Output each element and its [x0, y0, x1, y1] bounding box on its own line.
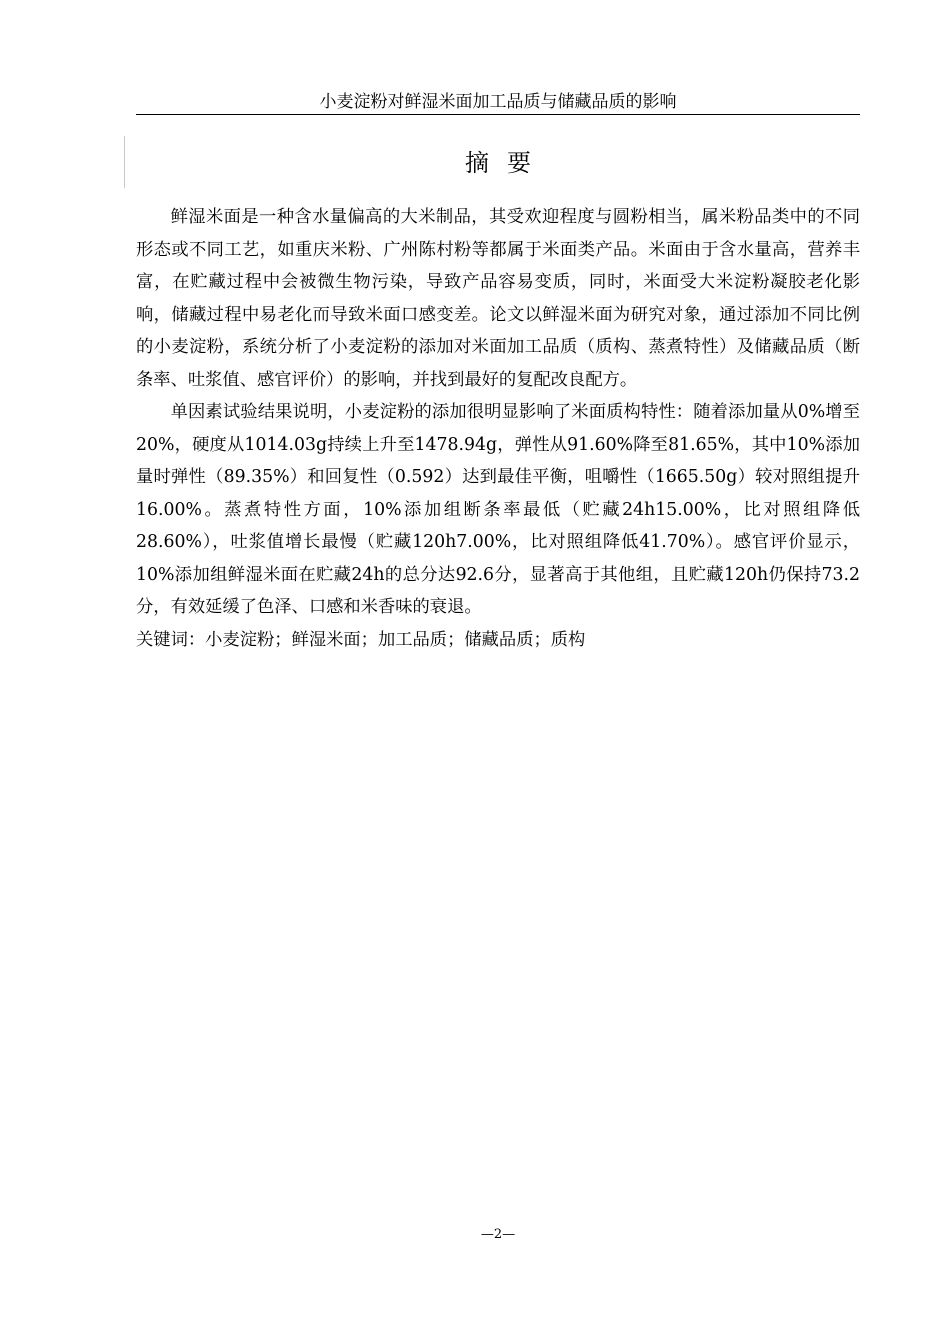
keywords-line: 关键词：小麦淀粉；鲜湿米面；加工品质；储藏品质；质构: [136, 629, 586, 650]
margin-marker: [124, 136, 125, 188]
running-header-title: 小麦淀粉对鲜湿米面加工品质与储藏品质的影响: [319, 92, 677, 112]
abstract-paragraph-1: 鲜湿米面是一种含水量偏高的大米制品，其受欢迎程度与圆粉相当，属米粉品类中的不同形态或不同工艺，如重庆米粉、广州陈村粉等都属于米面类产品。米面由于含水量高，营养丰富，在贮藏过程中会被微生物污染，导致产品容易变质，同时，米面受大米淀粉凝胶老化影响，储藏过程中易老化而导致米面口感变差。论文以鲜湿米面为研究对象，通过添加不同比例的小麦淀粉，系统分析了小麦淀粉的添加对米面加工品质（质构、蒸煮特性）及储藏品质（断条率、吐浆值、感官评价）的影响，并找到最好的复配改良配方。: [136, 207, 860, 390]
abstract-title: 摘要: [465, 149, 549, 177]
header-divider: [136, 114, 860, 115]
page-number: —2—: [480, 1227, 516, 1242]
abstract-paragraph-2: 单因素试验结果说明，小麦淀粉的添加很明显影响了米面质构特性：随着添加量从0%增至20%，硬度从1014.03g持续上升至1478.94g，弹性从91.60%降至81.65%，其中10%添加量时弹性（89.35%）和回复性（0.592）达到最佳平衡，咀嚼性（1665.50g）较对照组提升16.00%。蒸煮特性方面，10%添加组断条率最低（贮藏24h15.00%，比对照组降低28.60%），吐浆值增长最慢（贮藏120h7.00%，比对照组降低41.70%）。感官评价显示，10%添加组鲜湿米面在贮藏24h的总分达92.6分，显著高于其他组，且贮藏120h仍保持73.2分，有效延缓了色泽、口感和米香味的衰退。: [136, 402, 860, 617]
abstract-body: [136, 201, 860, 656]
